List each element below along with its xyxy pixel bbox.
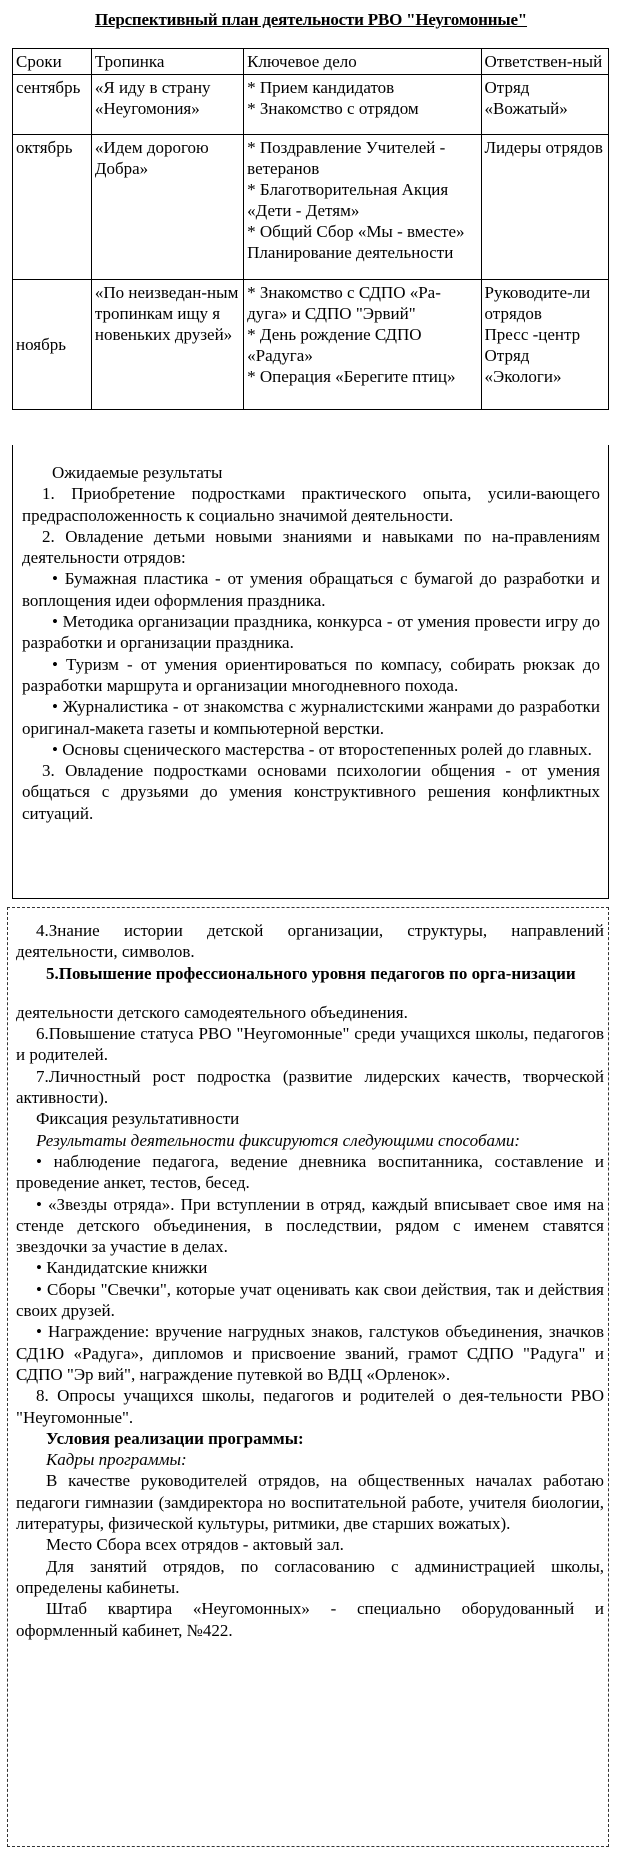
result-bullet: • Бумажная пластика - от умения обращаться с бумагой до разработки и воплощения идеи оформления праздника. <box>22 569 600 610</box>
deeds-cell <box>244 280 481 410</box>
plan-table <box>12 48 609 410</box>
result-item-continuation: деятельности детского самодеятельного объединения. <box>16 1002 408 1022</box>
responsible-cell <box>481 135 608 280</box>
expected-results-section <box>22 462 600 824</box>
result-item: 1. Приобретение подростками практического опыта, усили-вающего предрасположенность к социально значимой деятельности. <box>22 484 600 525</box>
responsible-item: Лидеры отрядов <box>484 138 603 157</box>
table-row <box>13 75 609 135</box>
deed-item: * Благотворительная Акция «Дети - Детям» <box>247 180 449 220</box>
month-cell: сентябрь <box>13 75 92 135</box>
result-bullet: • Методика организации праздника, конкурса - от умения провести игру до разработки и организации праздника. <box>22 612 600 653</box>
result-item: 4.Знание истории детской организации, структуры, направлений деятельности, символов. <box>16 921 604 962</box>
place-text: Место Сбора всех отрядов - актовый зал. <box>46 1535 344 1555</box>
result-item: 6.Повышение статуса РВО "Неугомонные" среди учащихся школы, педагогов и родителей. <box>16 1024 604 1065</box>
continuation-section <box>16 920 604 1641</box>
conditions-heading: Условия реализации программы: <box>46 1428 304 1448</box>
month-cell: октябрь <box>13 135 92 280</box>
deed-item: * Поздравление Учителей - ветеранов <box>247 138 446 178</box>
responsible-cell <box>481 280 608 410</box>
responsible-cell <box>481 75 608 135</box>
staff-text: В качестве руководителей отрядов, на общественных началах работаю педагоги гимназии (замдиректора но воспитательной работе, учителя биологии, литературы, физической культуры, ритмики, две старших вожатых). <box>16 1471 604 1534</box>
deed-item: * День рождение СДПО «Радуга» <box>247 325 422 365</box>
month-cell: ноябрь <box>13 280 92 410</box>
table-row <box>13 280 609 410</box>
deed-item: * Прием кандидатов <box>247 78 395 97</box>
result-bullet: • Основы сценического мастерства - от второстепенных ролей до главных. <box>52 739 592 759</box>
responsible-item: Пресс -центр <box>484 325 581 344</box>
fixation-bullet: • Кандидатские книжки <box>36 1258 208 1278</box>
path-cell: «Идем дорогою Добра» <box>91 135 243 280</box>
fixation-bullet: • Награждение: вручение нагрудных знаков, галстуков объединения, значков СД1Ю «Радуга», дипломов и присвоение званий, грамот СДПО "Радуга" и СДПО "Эр вий", награждение путевкой во ВДЦ «Орленок». <box>16 1322 604 1384</box>
deeds-cell <box>244 135 481 280</box>
responsible-item: Руководите-ли отрядов <box>484 283 591 323</box>
responsible-item: Отряд «Вожатый» <box>484 78 568 118</box>
deeds-cell <box>244 75 481 135</box>
result-bullet: • Туризм - от умения ориентироваться по компасу, собирать рюкзак до разработки маршрута и организации многодневного похода. <box>22 654 600 695</box>
result-item: 7.Личностный рост подростка (развитие лидерских качеств, творческой активности). <box>16 1066 604 1108</box>
result-item: 2. Овладение детьми новыми знаниями и навыками по на-правлениям деятельности отрядов: <box>22 526 600 568</box>
table-row <box>13 135 609 280</box>
result-item-bold: 5.Повышение профессионального уровня педагогов по орга-низации <box>46 963 576 983</box>
deed-item: * Знакомство с СДПО «Ра-дуга» и СДПО "Эрвий" <box>247 283 441 323</box>
hq-text: Штаб квартира «Неугомонных» - специально оборудованный и оформленный кабинет, №422. <box>16 1599 604 1640</box>
results-heading: Ожидаемые результаты <box>52 463 223 482</box>
responsible-item: Отряд «Экологи» <box>484 346 562 386</box>
table-header-row <box>13 49 609 75</box>
fixation-bullet: • Сборы "Свечки", которые учат оценивать как свои действия, так и действия своих друзей. <box>16 1279 604 1321</box>
result-item: 3. Овладение подростками основами психологии общения - от умения общаться с друзьями до умения конструктивного решения конфликтных ситуаций. <box>22 761 600 823</box>
staff-heading: Кадры программы: <box>46 1450 187 1470</box>
header-cell: Сроки <box>13 49 92 75</box>
result-bullet: • Журналистика - от знакомства с журналистскими жанрами до разработки оригинал-макета газеты и компьютерной верстки. <box>22 697 600 738</box>
page-title: Перспективный план деятельности РВО "Неугомонные" <box>94 10 528 29</box>
fixation-bullet: • «Звезды отряда». При вступлении в отряд, каждый вписывает свое имя на стенде детского объединения, в последствии, рядом с именем ставятся звездочки за участие в делах. <box>16 1194 604 1257</box>
header-cell: Тропинка <box>91 49 243 75</box>
header-cell: Ключевое дело <box>244 49 481 75</box>
path-cell: «Я иду в страну «Неугомония» <box>91 75 243 135</box>
header-cell: Ответствен-ный <box>481 49 608 75</box>
deed-item: * Операция «Берегите птиц» <box>247 367 456 386</box>
rooms-text: Для занятий отрядов, по согласованию с администрацией школы, определены кабинеты. <box>16 1556 604 1597</box>
result-item: 8. Опросы учащихся школы, педагогов и родителей о дея-тельности РВО "Неугомонные". <box>16 1386 604 1427</box>
path-cell: «По неизведан-ным тропинкам ищу я новеньких друзей» <box>91 280 243 410</box>
deed-item: * Знакомство с отрядом <box>247 99 419 118</box>
fixation-intro: Результаты деятельности фиксируются следующими способами: <box>36 1130 521 1150</box>
fixation-bullet: • наблюдение педагога, ведение дневника воспитанника, составление и проведение анкет, тестов, бесед. <box>16 1151 604 1193</box>
fixation-heading: Фиксация результативности <box>36 1109 240 1129</box>
deed-item: * Общий Сбор «Мы - вместе» Планирование деятельности <box>247 222 465 262</box>
